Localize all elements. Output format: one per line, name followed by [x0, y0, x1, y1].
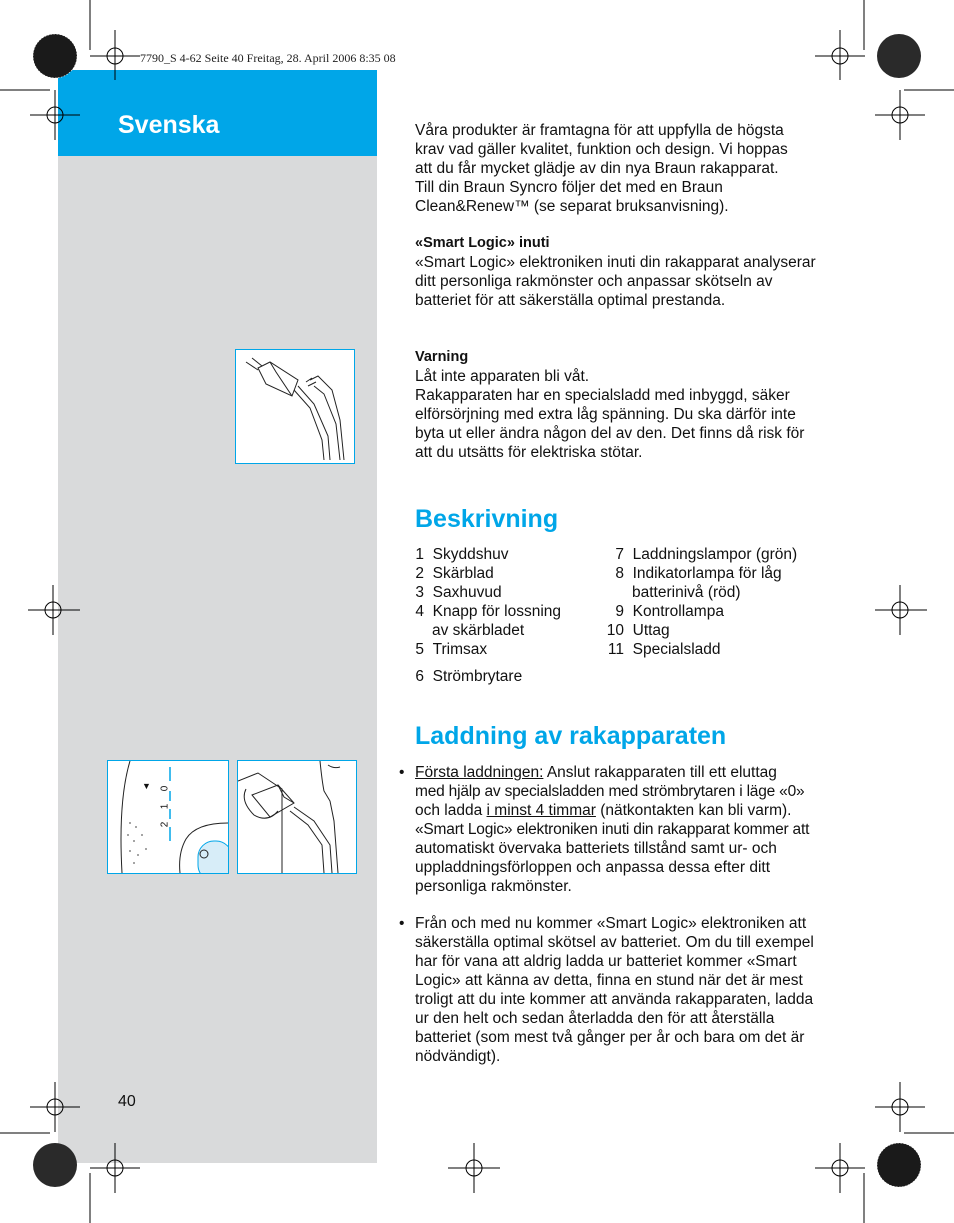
text-line: Clean&Renew™ (se separat bruksanvisning).	[415, 198, 729, 215]
charging-title: Laddning av rakapparaten	[415, 722, 727, 750]
text-line: elförsörjning med extra låg spänning. Du ska därför inte	[415, 406, 796, 423]
text-line: batteriet för att säkerställa optimal prestanda.	[415, 292, 726, 309]
text-line: personliga rakmönster.	[415, 878, 572, 895]
list-item: av skärbladet	[432, 622, 525, 639]
text-line: Till din Braun Syncro följer det med en Braun	[415, 179, 723, 196]
text-line: och ladda i minst 4 timmar (nätkontakten kan bli varm).	[415, 802, 792, 819]
switch-label-0: 0	[159, 785, 171, 792]
page-number: 40	[118, 1093, 136, 1110]
text-line: Första laddningen: Anslut rakapparaten till ett eluttag	[415, 764, 777, 781]
text-line: batteriet (som mest två gånger per år och bara om det är	[415, 1029, 805, 1046]
text-line: troligt att du inte kommer att använda rakapparaten, ladda	[415, 991, 814, 1008]
list-item: 2 Skärblad	[415, 565, 494, 582]
text-line: Låt inte apparaten bli våt.	[415, 368, 590, 385]
list-item: 3 Saxhuvud	[415, 584, 502, 601]
switch-label-1: 1	[159, 803, 171, 810]
list-item: 10 Uttag	[606, 622, 670, 639]
list-item: 7 Laddningslampor (grön)	[615, 546, 798, 563]
text-line: säkerställa optimal skötsel av batteriet. Om du till exempel	[415, 934, 814, 951]
list-item: 8 Indikatorlampa för låg	[615, 565, 782, 582]
text-line: automatiskt övervaka batteriets tillstånd samt ur- och	[415, 840, 777, 857]
list-item: 1 Skyddshuv	[415, 546, 509, 563]
text-line: uppladdningsförloppen och anpassa dessa efter ditt	[415, 859, 771, 876]
text-line: «Smart Logic» elektroniken inuti din rakapparat analyserar	[415, 254, 816, 271]
list-item: 4 Knapp för lossning	[415, 603, 562, 620]
list-item: 6 Strömbrytare	[415, 668, 523, 685]
bullet: •	[399, 915, 405, 932]
text-line: med hjälp av specialsladden med strömbrytaren i läge «0»	[415, 783, 805, 800]
warning-heading: Varning	[415, 349, 469, 365]
text-line: Våra produkter är framtagna för att uppfylla de högsta	[415, 122, 784, 139]
text-line: krav vad gäller kvalitet, funktion och design. Vi hoppas	[415, 141, 788, 158]
text-line: ditt personliga rakmönster och anpassar skötseln av	[415, 273, 773, 290]
text-line: ur den helt och sedan återladda den för att återställa	[415, 1010, 775, 1027]
list-item: 5 Trimsax	[415, 641, 488, 658]
text-line: att du får mycket glädje av din nya Braun rakapparat.	[415, 160, 779, 177]
bullet: •	[399, 764, 405, 781]
switch-label-2: 2	[159, 821, 171, 828]
print-slug: 7790_S 4-62 Seite 40 Freitag, 28. April 2006 8:35 08	[140, 51, 396, 65]
text-line: Rakapparaten har en specialsladd med inbyggd, säker	[415, 387, 790, 404]
text-line: har för vana att aldrig ladda ur batteriet kommer «Smart	[415, 953, 797, 970]
smart-logic-heading: «Smart Logic» inuti	[415, 235, 550, 251]
text-line: byta ut eller ändra någon del av den. Det finns då risk för	[415, 425, 805, 442]
language-title: Svenska	[118, 111, 220, 139]
list-item: 11 Specialsladd	[607, 641, 721, 658]
list-item: batterinivå (röd)	[632, 584, 741, 601]
switch-arrow-icon: ▼	[142, 781, 151, 791]
description-title: Beskrivning	[415, 505, 559, 533]
text-line: nödvändigt).	[415, 1048, 501, 1065]
text-line: «Smart Logic» elektroniken inuti din rakapparat kommer att	[415, 821, 810, 838]
text-line: Från och med nu kommer «Smart Logic» elektroniken att	[415, 915, 807, 932]
text-line: att du utsätts för elektriska stötar.	[415, 444, 643, 461]
list-item: 9 Kontrollampa	[615, 603, 724, 620]
text-line: Logic» att känna av detta, finna en stund när det är mest	[415, 972, 803, 989]
